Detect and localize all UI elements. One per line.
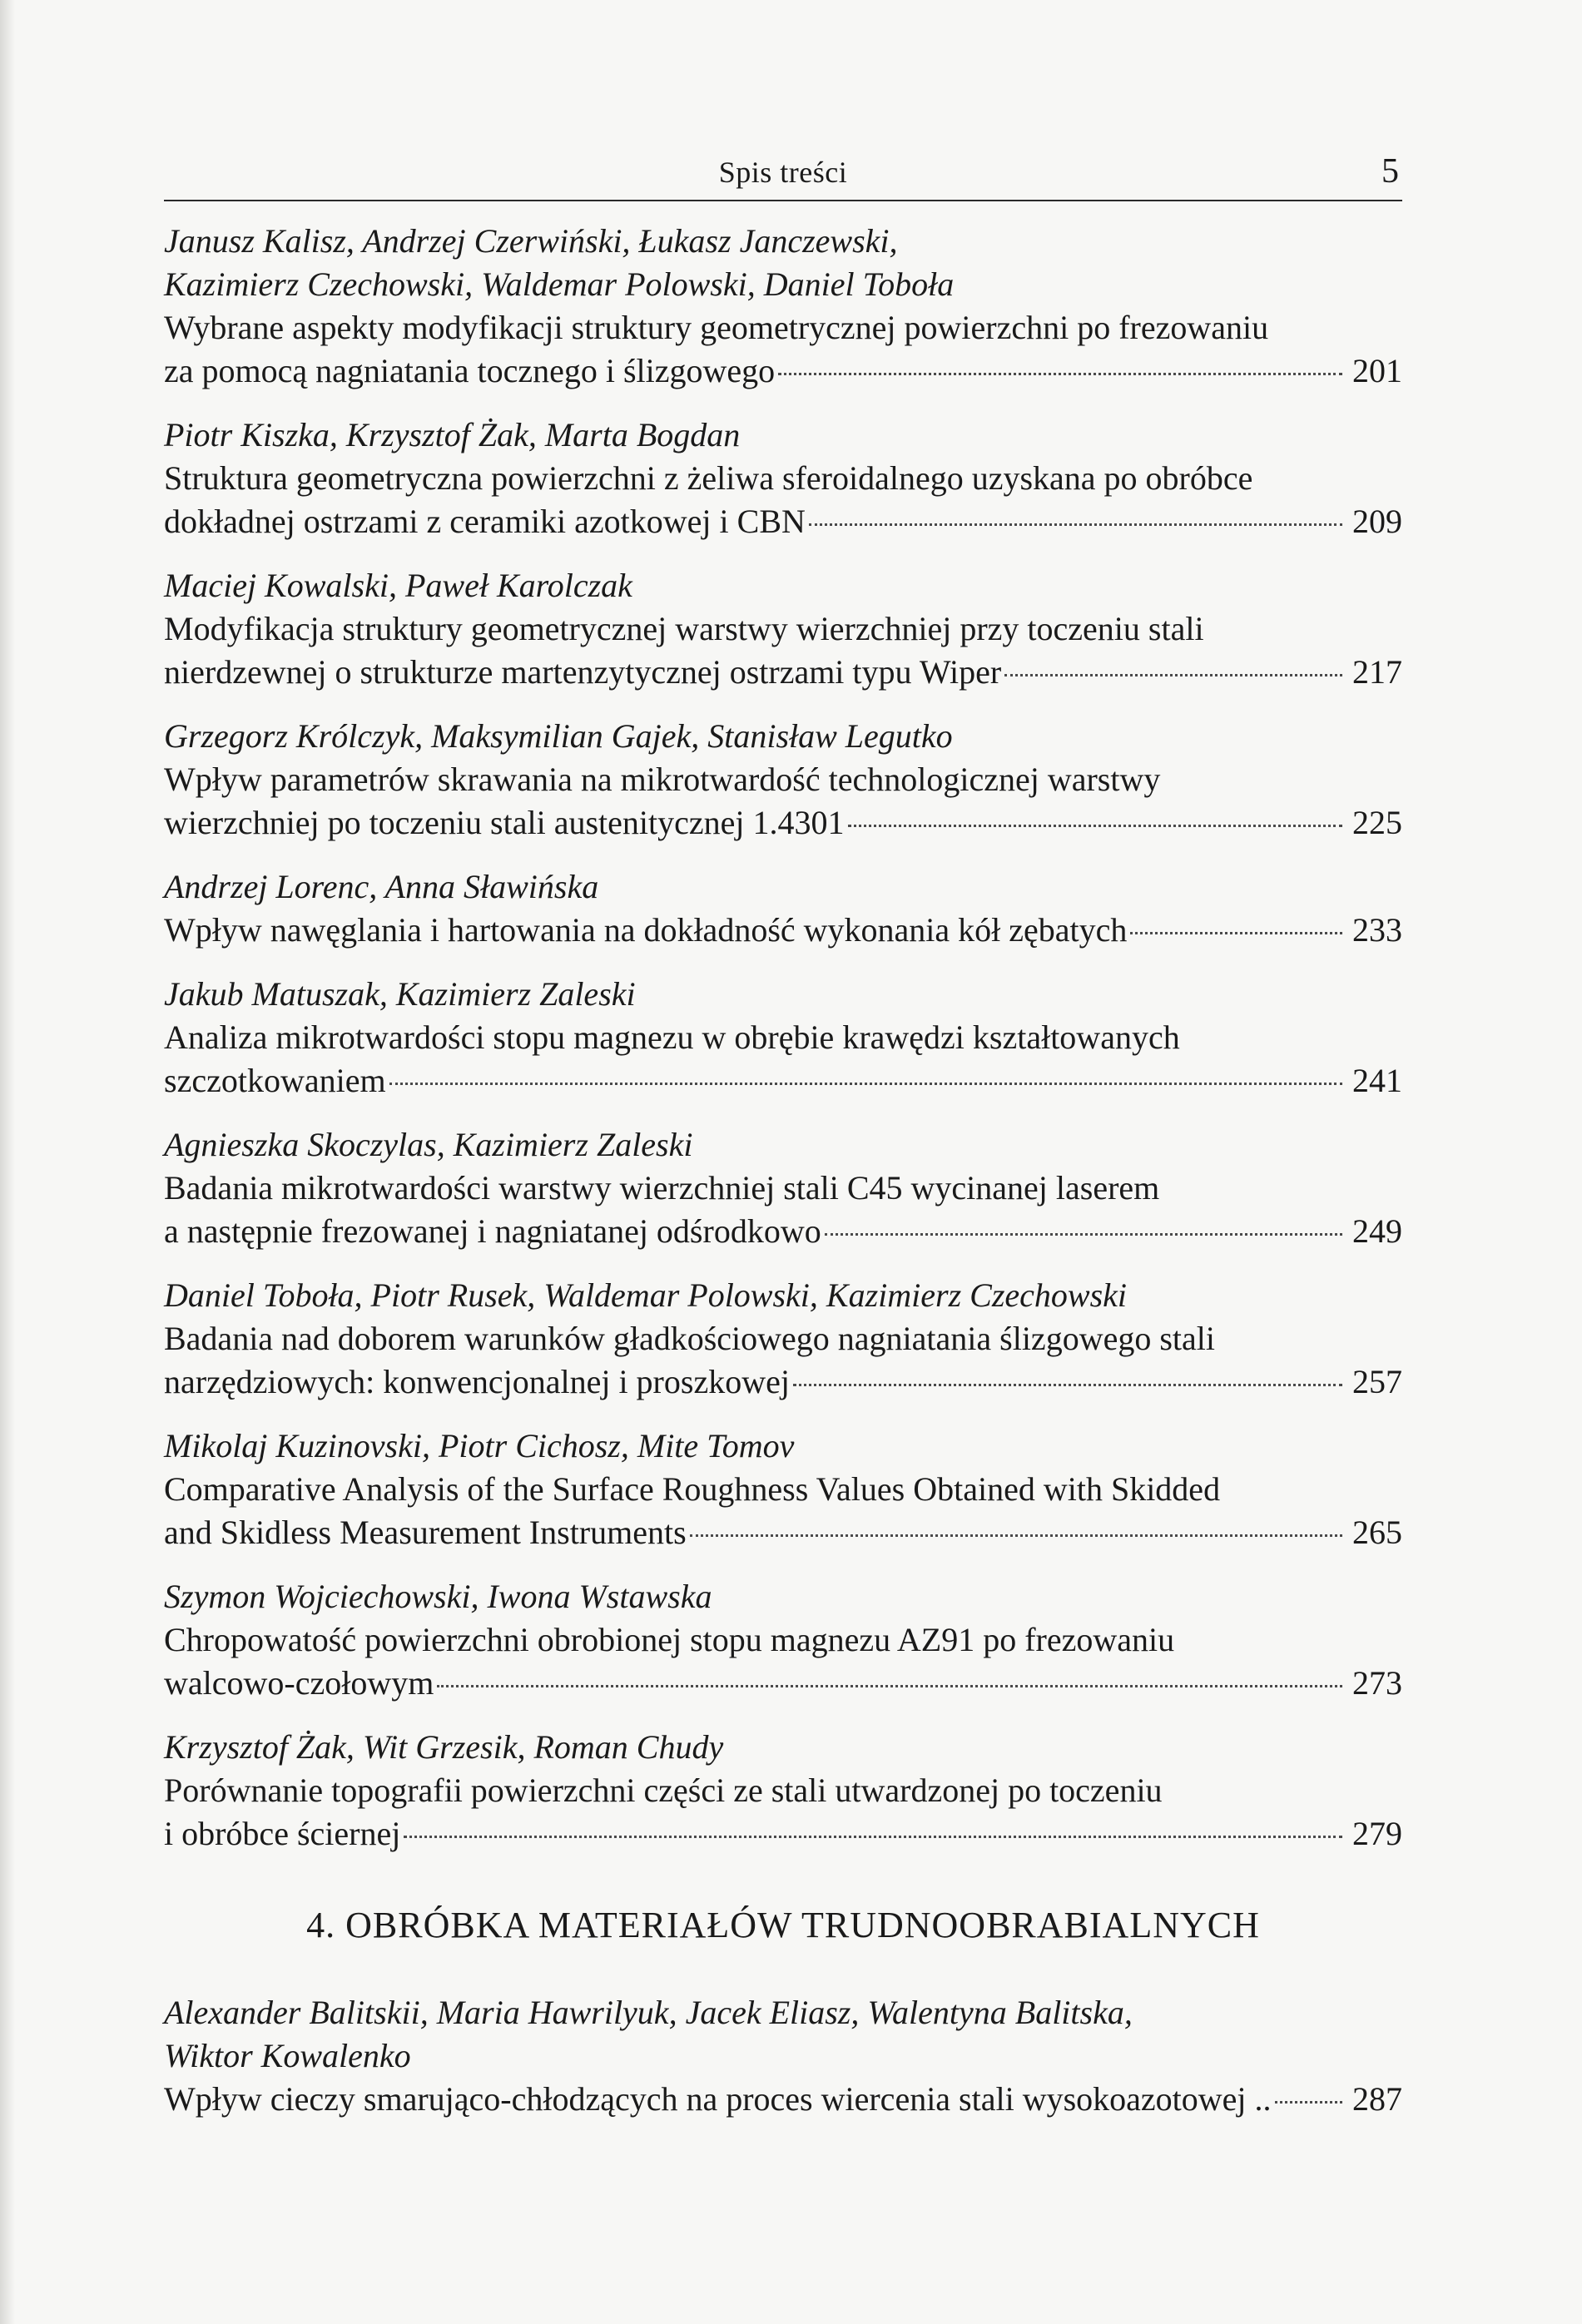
dot-leader [1130, 932, 1342, 934]
entry-title-line: Struktura geometryczna powierzchni z żeliwa sferoidalnego uzyskana po obróbce [164, 459, 1253, 497]
page-number: 5 [1381, 152, 1399, 191]
entry-title-line: Comparative Analysis of the Surface Roughness Values Obtained with Skidded [164, 1470, 1221, 1508]
entry-authors: Maciej Kowalski, Paweł Karolczak [164, 567, 632, 604]
toc-entry [164, 1123, 1402, 1253]
entry-title-text: szczotkowaniem [164, 1062, 386, 1099]
entry-title-text: za pomocą nagniatania tocznego i ślizgowego [164, 352, 776, 389]
entry-title-text: narzędziowych: konwencjonalnej i proszkowej [164, 1363, 790, 1400]
dot-leader [848, 825, 1343, 827]
dot-leader [1275, 2101, 1342, 2103]
entry-authors: Jakub Matuszak, Kazimierz Zaleski [164, 975, 636, 1013]
section-heading: 4. OBRÓBKA MATERIAŁÓW TRUDNOOBRABIALNYCH [306, 1905, 1260, 1945]
toc-entry [164, 973, 1402, 1103]
entry-title-last-line [164, 801, 1402, 845]
toc-entry [164, 1726, 1402, 1856]
toc-entry [164, 1425, 1402, 1554]
entry-title-text: Wpływ nawęglania i hartowania na dokładność wykonania kół zębatych [164, 911, 1128, 949]
dot-leader [1004, 674, 1342, 676]
dot-leader [825, 1233, 1342, 1236]
entry-authors: Janusz Kalisz, Andrzej Czerwiński, Łukasz Janczewski, [164, 222, 898, 260]
toc-entry [164, 220, 1402, 393]
entry-title-line: Wybrane aspekty modyfikacji struktury geometrycznej powierzchni po frezowaniu [164, 309, 1269, 346]
toc-entries [164, 220, 1402, 1856]
toc-entry [164, 414, 1402, 543]
header-title: Spis treści [718, 156, 848, 189]
entry-page-number: 241 [1352, 1062, 1402, 1099]
dot-leader [793, 1384, 1342, 1386]
dot-leader [690, 1534, 1342, 1537]
toc-entry [164, 1991, 1402, 2121]
entry-title-line: Chropowatość powierzchni obrobionej stopu magnezu AZ91 po frezowaniu [164, 1621, 1175, 1658]
dot-leader [389, 1083, 1342, 1085]
toc-entry [164, 564, 1402, 694]
entry-authors: Alexander Balitskii, Maria Hawrilyuk, Jacek Eliasz, Walentyna Balitska, [164, 1994, 1133, 2031]
entry-authors: Szymon Wojciechowski, Iwona Wstawska [164, 1578, 712, 1615]
entry-title-line: Modyfikacja struktury geometrycznej warstwy wierzchniej przy toczeniu stali [164, 610, 1204, 647]
entry-page-number: 217 [1352, 653, 1402, 691]
entry-authors: Grzegorz Królczyk, Maksymilian Gajek, Stanisław Legutko [164, 717, 953, 755]
entry-page-number: 249 [1352, 1212, 1402, 1250]
entry-authors: Kazimierz Czechowski, Waldemar Polowski, Daniel Toboła [164, 265, 955, 303]
entry-title-line: Badania mikrotwardości warstwy wierzchniej stali C45 wycinanej laserem [164, 1169, 1160, 1207]
entry-page-number: 233 [1352, 911, 1402, 949]
toc-entry [164, 865, 1402, 952]
entry-title-text: Wpływ cieczy smarująco-chłodzących na proces wiercenia stali wysokoazotowej .. [164, 2080, 1272, 2118]
entry-authors: Mikolaj Kuzinovski, Piotr Cichosz, Mite Tomov [164, 1427, 795, 1464]
entry-page-number: 257 [1352, 1363, 1402, 1400]
entry-title-last-line [164, 500, 1402, 543]
entry-authors: Daniel Toboła, Piotr Rusek, Waldemar Polowski, Kazimierz Czechowski [164, 1276, 1128, 1314]
entry-title-last-line [164, 2078, 1402, 2121]
entry-title-last-line [164, 1511, 1402, 1554]
entry-page-number: 279 [1352, 1815, 1402, 1852]
dot-leader [809, 523, 1342, 526]
entry-page-number: 201 [1352, 352, 1402, 389]
dot-leader [778, 373, 1342, 375]
entry-title-text: and Skidless Measurement Instruments [164, 1514, 687, 1551]
toc-entry [164, 1274, 1402, 1404]
dot-leader [404, 1836, 1342, 1838]
entry-authors: Piotr Kiszka, Krzysztof Żak, Marta Bogdan [164, 416, 741, 453]
entry-page-number: 287 [1352, 2080, 1402, 2118]
entry-title-text: walcowo-czołowym [164, 1664, 434, 1702]
entry-page-number: 265 [1352, 1514, 1402, 1551]
entry-title-last-line [164, 651, 1402, 694]
toc-entry [164, 715, 1402, 845]
entry-title-line: Analiza mikrotwardości stopu magnezu w obrębie krawędzi kształtowanych [164, 1018, 1180, 1056]
entry-title-text: a następnie frezowanej i nagniatanej odśrodkowo [164, 1212, 821, 1250]
entry-authors: Agnieszka Skoczylas, Kazimierz Zaleski [164, 1126, 693, 1163]
entry-title-text: nierdzewnej o strukturze martenzytycznej ostrzami typu Wiper [164, 653, 1002, 691]
entry-page-number: 209 [1352, 503, 1402, 540]
entry-title-last-line [164, 1210, 1402, 1253]
entry-title-line: Wpływ parametrów skrawania na mikrotwardość technologicznej warstwy [164, 761, 1161, 798]
entry-title-last-line [164, 909, 1402, 952]
entry-title-text: i obróbce ściernej [164, 1815, 401, 1852]
entry-title-last-line [164, 1059, 1402, 1103]
entry-title-text: dokładnej ostrzami z ceramiki azotkowej i CBN [164, 503, 806, 540]
entry-title-line: Porównanie topografii powierzchni części ze stali utwardzonej po toczeniu [164, 1771, 1163, 1809]
dot-leader [437, 1685, 1342, 1687]
entry-title-last-line [164, 1662, 1402, 1705]
entry-authors: Wiktor Kowalenko [164, 2037, 411, 2074]
table-of-contents [164, 220, 1402, 2142]
entry-authors: Andrzej Lorenc, Anna Sławińska [164, 868, 599, 905]
entry-page-number: 273 [1352, 1664, 1402, 1702]
toc-entry [164, 1575, 1402, 1705]
running-header [164, 148, 1402, 201]
entry-title-line: Badania nad doborem warunków gładkościowego nagniatania ślizgowego stali [164, 1320, 1215, 1357]
scan-edge-shadow [0, 0, 15, 2324]
entry-title-last-line [164, 1360, 1402, 1404]
entry-title-text: wierzchniej po toczeniu stali austenitycznej 1.4301 [164, 804, 845, 841]
entry-authors: Krzysztof Żak, Wit Grzesik, Roman Chudy [164, 1728, 724, 1766]
entry-page-number: 225 [1352, 804, 1402, 841]
entry-title-last-line [164, 1812, 1402, 1856]
section-toc-entries [164, 1991, 1402, 2121]
entry-title-last-line [164, 349, 1402, 393]
